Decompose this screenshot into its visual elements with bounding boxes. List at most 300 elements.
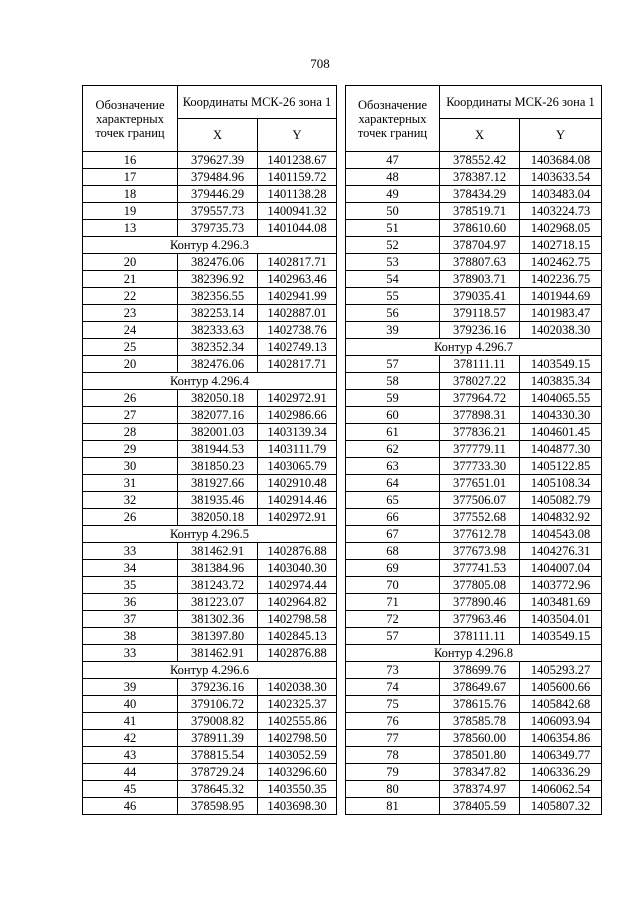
point-number: 60 <box>346 407 440 424</box>
table-row <box>83 645 337 662</box>
point-number: 39 <box>83 679 178 696</box>
y-coordinate: 1401983.47 <box>520 305 602 322</box>
point-number: 16 <box>83 152 178 169</box>
point-number: 79 <box>346 764 440 781</box>
contour-row <box>83 237 337 254</box>
table-row <box>83 356 337 373</box>
y-coordinate: 1406354.86 <box>520 730 602 747</box>
point-number: 75 <box>346 696 440 713</box>
point-number: 77 <box>346 730 440 747</box>
x-coordinate: 381384.96 <box>178 560 258 577</box>
x-coordinate: 378815.54 <box>178 747 258 764</box>
x-coordinate: 379236.16 <box>440 322 520 339</box>
y-coordinate: 1404543.08 <box>520 526 602 543</box>
table-row <box>83 543 337 560</box>
x-coordinate: 379035.41 <box>440 288 520 305</box>
point-number: 46 <box>83 798 178 815</box>
x-coordinate: 378649.67 <box>440 679 520 696</box>
y-coordinate: 1406062.54 <box>520 781 602 798</box>
table-row <box>346 169 602 186</box>
point-number: 18 <box>83 186 178 203</box>
y-coordinate: 1405108.34 <box>520 475 602 492</box>
point-number: 36 <box>83 594 178 611</box>
y-coordinate: 1406093.94 <box>520 713 602 730</box>
x-coordinate: 381462.91 <box>178 645 258 662</box>
point-number: 43 <box>83 747 178 764</box>
y-coordinate: 1402941.99 <box>258 288 337 305</box>
table-row <box>346 305 602 322</box>
point-number: 38 <box>83 628 178 645</box>
table-row <box>83 696 337 713</box>
table-row <box>346 509 602 526</box>
y-coordinate: 1402964.82 <box>258 594 337 611</box>
x-coordinate: 382001.03 <box>178 424 258 441</box>
x-coordinate: 377733.30 <box>440 458 520 475</box>
x-coordinate: 379627.39 <box>178 152 258 169</box>
point-number: 65 <box>346 492 440 509</box>
point-number: 61 <box>346 424 440 441</box>
y-coordinate: 1403065.79 <box>258 458 337 475</box>
header-y: Y <box>258 119 337 152</box>
page-number: 708 <box>310 56 330 71</box>
table-row <box>346 764 602 781</box>
x-coordinate: 382050.18 <box>178 390 258 407</box>
point-number: 52 <box>346 237 440 254</box>
x-coordinate: 381927.66 <box>178 475 258 492</box>
table-row <box>83 611 337 628</box>
y-coordinate: 1404276.31 <box>520 543 602 560</box>
x-coordinate: 379446.29 <box>178 186 258 203</box>
point-number: 67 <box>346 526 440 543</box>
y-coordinate: 1405600.66 <box>520 679 602 696</box>
table-row <box>346 186 602 203</box>
x-coordinate: 378347.82 <box>440 764 520 781</box>
point-number: 13 <box>83 220 178 237</box>
point-number: 48 <box>346 169 440 186</box>
x-coordinate: 378911.39 <box>178 730 258 747</box>
x-coordinate: 377552.68 <box>440 509 520 526</box>
x-coordinate: 379557.73 <box>178 203 258 220</box>
point-number: 55 <box>346 288 440 305</box>
point-number: 59 <box>346 390 440 407</box>
x-coordinate: 378645.32 <box>178 781 258 798</box>
table-row <box>346 747 602 764</box>
point-number: 21 <box>83 271 178 288</box>
table-row <box>83 458 337 475</box>
point-number: 30 <box>83 458 178 475</box>
point-number: 45 <box>83 781 178 798</box>
x-coordinate: 377612.78 <box>440 526 520 543</box>
table-row <box>346 441 602 458</box>
x-coordinate: 377779.11 <box>440 441 520 458</box>
y-coordinate: 1403111.79 <box>258 441 337 458</box>
table-row <box>83 424 337 441</box>
point-number: 34 <box>83 560 178 577</box>
x-coordinate: 382333.63 <box>178 322 258 339</box>
x-coordinate: 377651.01 <box>440 475 520 492</box>
y-coordinate: 1405122.85 <box>520 458 602 475</box>
table-row <box>83 203 337 220</box>
y-coordinate: 1402910.48 <box>258 475 337 492</box>
y-coordinate: 1401238.67 <box>258 152 337 169</box>
point-number: 27 <box>83 407 178 424</box>
point-number: 62 <box>346 441 440 458</box>
y-coordinate: 1406349.77 <box>520 747 602 764</box>
table-row <box>346 237 602 254</box>
x-coordinate: 378610.60 <box>440 220 520 237</box>
point-number: 39 <box>346 322 440 339</box>
x-coordinate: 379106.72 <box>178 696 258 713</box>
y-coordinate: 1402798.50 <box>258 730 337 747</box>
header-coords-group: Координаты МСК-26 зона 1 <box>178 86 337 119</box>
y-coordinate: 1404601.45 <box>520 424 602 441</box>
y-coordinate: 1405807.32 <box>520 798 602 815</box>
point-number: 51 <box>346 220 440 237</box>
header-x: X <box>440 119 520 152</box>
x-coordinate: 381397.80 <box>178 628 258 645</box>
contour-label: Контур 4.296.7 <box>346 339 602 356</box>
table-row <box>83 492 337 509</box>
y-coordinate: 1403550.35 <box>258 781 337 798</box>
table-row <box>346 628 602 645</box>
x-coordinate: 378903.71 <box>440 271 520 288</box>
point-number: 33 <box>83 645 178 662</box>
table-row <box>83 441 337 458</box>
x-coordinate: 381302.36 <box>178 611 258 628</box>
x-coordinate: 378111.11 <box>440 628 520 645</box>
x-coordinate: 377805.08 <box>440 577 520 594</box>
x-coordinate: 378387.12 <box>440 169 520 186</box>
x-coordinate: 378111.11 <box>440 356 520 373</box>
contour-label: Контур 4.296.5 <box>83 526 337 543</box>
table-row <box>83 679 337 696</box>
point-number: 29 <box>83 441 178 458</box>
table-row <box>346 526 602 543</box>
contour-label: Контур 4.296.8 <box>346 645 602 662</box>
contour-row <box>346 645 602 662</box>
y-coordinate: 1402914.46 <box>258 492 337 509</box>
contour-label: Контур 4.296.6 <box>83 662 337 679</box>
table-row <box>83 407 337 424</box>
point-number: 57 <box>346 628 440 645</box>
point-number: 53 <box>346 254 440 271</box>
contour-row <box>83 526 337 543</box>
point-number: 26 <box>83 509 178 526</box>
table-row <box>346 203 602 220</box>
x-coordinate: 379008.82 <box>178 713 258 730</box>
table-row <box>346 475 602 492</box>
point-number: 68 <box>346 543 440 560</box>
point-number: 54 <box>346 271 440 288</box>
x-coordinate: 377741.53 <box>440 560 520 577</box>
table-row <box>83 628 337 645</box>
table-row <box>83 577 337 594</box>
y-coordinate: 1403139.34 <box>258 424 337 441</box>
point-number: 81 <box>346 798 440 815</box>
x-coordinate: 381243.72 <box>178 577 258 594</box>
y-coordinate: 1402462.75 <box>520 254 602 271</box>
x-coordinate: 381935.46 <box>178 492 258 509</box>
x-coordinate: 378027.22 <box>440 373 520 390</box>
x-coordinate: 382352.34 <box>178 339 258 356</box>
table-row <box>83 730 337 747</box>
table-row <box>83 169 337 186</box>
y-coordinate: 1405842.68 <box>520 696 602 713</box>
y-coordinate: 1403633.54 <box>520 169 602 186</box>
x-coordinate: 378434.29 <box>440 186 520 203</box>
table-row <box>346 543 602 560</box>
header-point-name: Обозначение характерных точек границ <box>83 86 178 152</box>
contour-label: Контур 4.296.4 <box>83 373 337 390</box>
y-coordinate: 1402038.30 <box>258 679 337 696</box>
y-coordinate: 1402876.88 <box>258 543 337 560</box>
table-row <box>346 730 602 747</box>
y-coordinate: 1403296.60 <box>258 764 337 781</box>
x-coordinate: 377964.72 <box>440 390 520 407</box>
table-row <box>346 492 602 509</box>
y-coordinate: 1402972.91 <box>258 509 337 526</box>
y-coordinate: 1402845.13 <box>258 628 337 645</box>
table-row <box>346 407 602 424</box>
table-row <box>83 271 337 288</box>
table-row <box>346 577 602 594</box>
table-row <box>346 662 602 679</box>
point-number: 69 <box>346 560 440 577</box>
contour-row <box>83 662 337 679</box>
point-number: 33 <box>83 543 178 560</box>
point-number: 32 <box>83 492 178 509</box>
y-coordinate: 1402817.71 <box>258 356 337 373</box>
point-number: 64 <box>346 475 440 492</box>
y-coordinate: 1403772.96 <box>520 577 602 594</box>
point-number: 66 <box>346 509 440 526</box>
point-number: 20 <box>83 356 178 373</box>
header-coords-group: Координаты МСК-26 зона 1 <box>440 86 602 119</box>
x-coordinate: 378615.76 <box>440 696 520 713</box>
point-number: 56 <box>346 305 440 322</box>
table-row <box>346 713 602 730</box>
point-number: 58 <box>346 373 440 390</box>
table-body-left <box>83 152 337 815</box>
point-number: 74 <box>346 679 440 696</box>
point-number: 26 <box>83 390 178 407</box>
x-coordinate: 382050.18 <box>178 509 258 526</box>
table-row <box>83 781 337 798</box>
x-coordinate: 382476.06 <box>178 356 258 373</box>
table-row <box>83 747 337 764</box>
point-number: 72 <box>346 611 440 628</box>
x-coordinate: 378519.71 <box>440 203 520 220</box>
header-x: X <box>178 119 258 152</box>
table-row <box>83 390 337 407</box>
table-row <box>83 560 337 577</box>
table-row <box>83 322 337 339</box>
table-row <box>346 798 602 815</box>
table-row <box>346 424 602 441</box>
x-coordinate: 379236.16 <box>178 679 258 696</box>
x-coordinate: 378729.24 <box>178 764 258 781</box>
table-body-right <box>346 152 602 815</box>
point-number: 19 <box>83 203 178 220</box>
x-coordinate: 378598.95 <box>178 798 258 815</box>
point-number: 63 <box>346 458 440 475</box>
y-coordinate: 1402887.01 <box>258 305 337 322</box>
x-coordinate: 381462.91 <box>178 543 258 560</box>
x-coordinate: 379484.96 <box>178 169 258 186</box>
point-number: 57 <box>346 356 440 373</box>
x-coordinate: 377673.98 <box>440 543 520 560</box>
y-coordinate: 1402555.86 <box>258 713 337 730</box>
table-row <box>83 475 337 492</box>
y-coordinate: 1403504.01 <box>520 611 602 628</box>
y-coordinate: 1401159.72 <box>258 169 337 186</box>
y-coordinate: 1403698.30 <box>258 798 337 815</box>
point-number: 47 <box>346 152 440 169</box>
table-row <box>346 611 602 628</box>
table-row <box>346 594 602 611</box>
point-number: 35 <box>83 577 178 594</box>
x-coordinate: 381944.53 <box>178 441 258 458</box>
y-coordinate: 1405082.79 <box>520 492 602 509</box>
point-number: 24 <box>83 322 178 339</box>
point-number: 44 <box>83 764 178 781</box>
point-number: 50 <box>346 203 440 220</box>
x-coordinate: 378704.97 <box>440 237 520 254</box>
table-row <box>83 339 337 356</box>
table-row <box>346 254 602 271</box>
point-number: 25 <box>83 339 178 356</box>
header-point-name: Обозначение характерных точек границ <box>346 86 440 152</box>
x-coordinate: 381850.23 <box>178 458 258 475</box>
y-coordinate: 1402325.37 <box>258 696 337 713</box>
point-number: 49 <box>346 186 440 203</box>
y-coordinate: 1404330.30 <box>520 407 602 424</box>
y-coordinate: 1403549.15 <box>520 356 602 373</box>
x-coordinate: 378807.63 <box>440 254 520 271</box>
point-number: 76 <box>346 713 440 730</box>
point-number: 31 <box>83 475 178 492</box>
x-coordinate: 377506.07 <box>440 492 520 509</box>
y-coordinate: 1403483.04 <box>520 186 602 203</box>
y-coordinate: 1403549.15 <box>520 628 602 645</box>
x-coordinate: 377963.46 <box>440 611 520 628</box>
contour-label: Контур 4.296.3 <box>83 237 337 254</box>
y-coordinate: 1401044.08 <box>258 220 337 237</box>
x-coordinate: 381223.07 <box>178 594 258 611</box>
x-coordinate: 378699.76 <box>440 662 520 679</box>
table-row <box>346 271 602 288</box>
table-row <box>346 679 602 696</box>
x-coordinate: 377890.46 <box>440 594 520 611</box>
table-row <box>346 560 602 577</box>
table-row <box>83 509 337 526</box>
table-row <box>83 220 337 237</box>
y-coordinate: 1403040.30 <box>258 560 337 577</box>
y-coordinate: 1403052.59 <box>258 747 337 764</box>
contour-row <box>83 373 337 390</box>
y-coordinate: 1403481.69 <box>520 594 602 611</box>
x-coordinate: 382356.55 <box>178 288 258 305</box>
y-coordinate: 1405293.27 <box>520 662 602 679</box>
point-number: 80 <box>346 781 440 798</box>
table-row <box>83 152 337 169</box>
point-number: 37 <box>83 611 178 628</box>
table-row <box>83 288 337 305</box>
x-coordinate: 378585.78 <box>440 713 520 730</box>
table-row <box>346 220 602 237</box>
y-coordinate: 1402876.88 <box>258 645 337 662</box>
point-number: 40 <box>83 696 178 713</box>
point-number: 42 <box>83 730 178 747</box>
x-coordinate: 378501.80 <box>440 747 520 764</box>
table-row <box>346 152 602 169</box>
point-number: 71 <box>346 594 440 611</box>
coordinates-table-right <box>345 85 602 815</box>
y-coordinate: 1401138.28 <box>258 186 337 203</box>
point-number: 73 <box>346 662 440 679</box>
y-coordinate: 1402236.75 <box>520 271 602 288</box>
y-coordinate: 1402974.44 <box>258 577 337 594</box>
x-coordinate: 379118.57 <box>440 305 520 322</box>
y-coordinate: 1402963.46 <box>258 271 337 288</box>
point-number: 28 <box>83 424 178 441</box>
table-row <box>346 390 602 407</box>
table-row <box>346 322 602 339</box>
table-row <box>346 696 602 713</box>
x-coordinate: 382396.92 <box>178 271 258 288</box>
table-row <box>83 186 337 203</box>
table-row <box>83 305 337 322</box>
y-coordinate: 1402718.15 <box>520 237 602 254</box>
table-row <box>83 764 337 781</box>
x-coordinate: 378405.59 <box>440 798 520 815</box>
y-coordinate: 1401944.69 <box>520 288 602 305</box>
y-coordinate: 1402749.13 <box>258 339 337 356</box>
table-row <box>83 254 337 271</box>
y-coordinate: 1406336.29 <box>520 764 602 781</box>
x-coordinate: 377898.31 <box>440 407 520 424</box>
header-y: Y <box>520 119 602 152</box>
y-coordinate: 1404065.55 <box>520 390 602 407</box>
table-row <box>346 288 602 305</box>
x-coordinate: 382077.16 <box>178 407 258 424</box>
y-coordinate: 1402968.05 <box>520 220 602 237</box>
table-row <box>83 594 337 611</box>
x-coordinate: 378552.42 <box>440 152 520 169</box>
table-row <box>346 458 602 475</box>
y-coordinate: 1402986.66 <box>258 407 337 424</box>
x-coordinate: 382476.06 <box>178 254 258 271</box>
x-coordinate: 378560.00 <box>440 730 520 747</box>
y-coordinate: 1402817.71 <box>258 254 337 271</box>
x-coordinate: 379735.73 <box>178 220 258 237</box>
y-coordinate: 1402738.76 <box>258 322 337 339</box>
x-coordinate: 377836.21 <box>440 424 520 441</box>
y-coordinate: 1402798.58 <box>258 611 337 628</box>
y-coordinate: 1402038.30 <box>520 322 602 339</box>
point-number: 78 <box>346 747 440 764</box>
point-number: 23 <box>83 305 178 322</box>
y-coordinate: 1402972.91 <box>258 390 337 407</box>
point-number: 70 <box>346 577 440 594</box>
y-coordinate: 1400941.32 <box>258 203 337 220</box>
contour-row <box>346 339 602 356</box>
y-coordinate: 1404007.04 <box>520 560 602 577</box>
table-row <box>83 798 337 815</box>
y-coordinate: 1404832.92 <box>520 509 602 526</box>
y-coordinate: 1404877.30 <box>520 441 602 458</box>
y-coordinate: 1403224.73 <box>520 203 602 220</box>
